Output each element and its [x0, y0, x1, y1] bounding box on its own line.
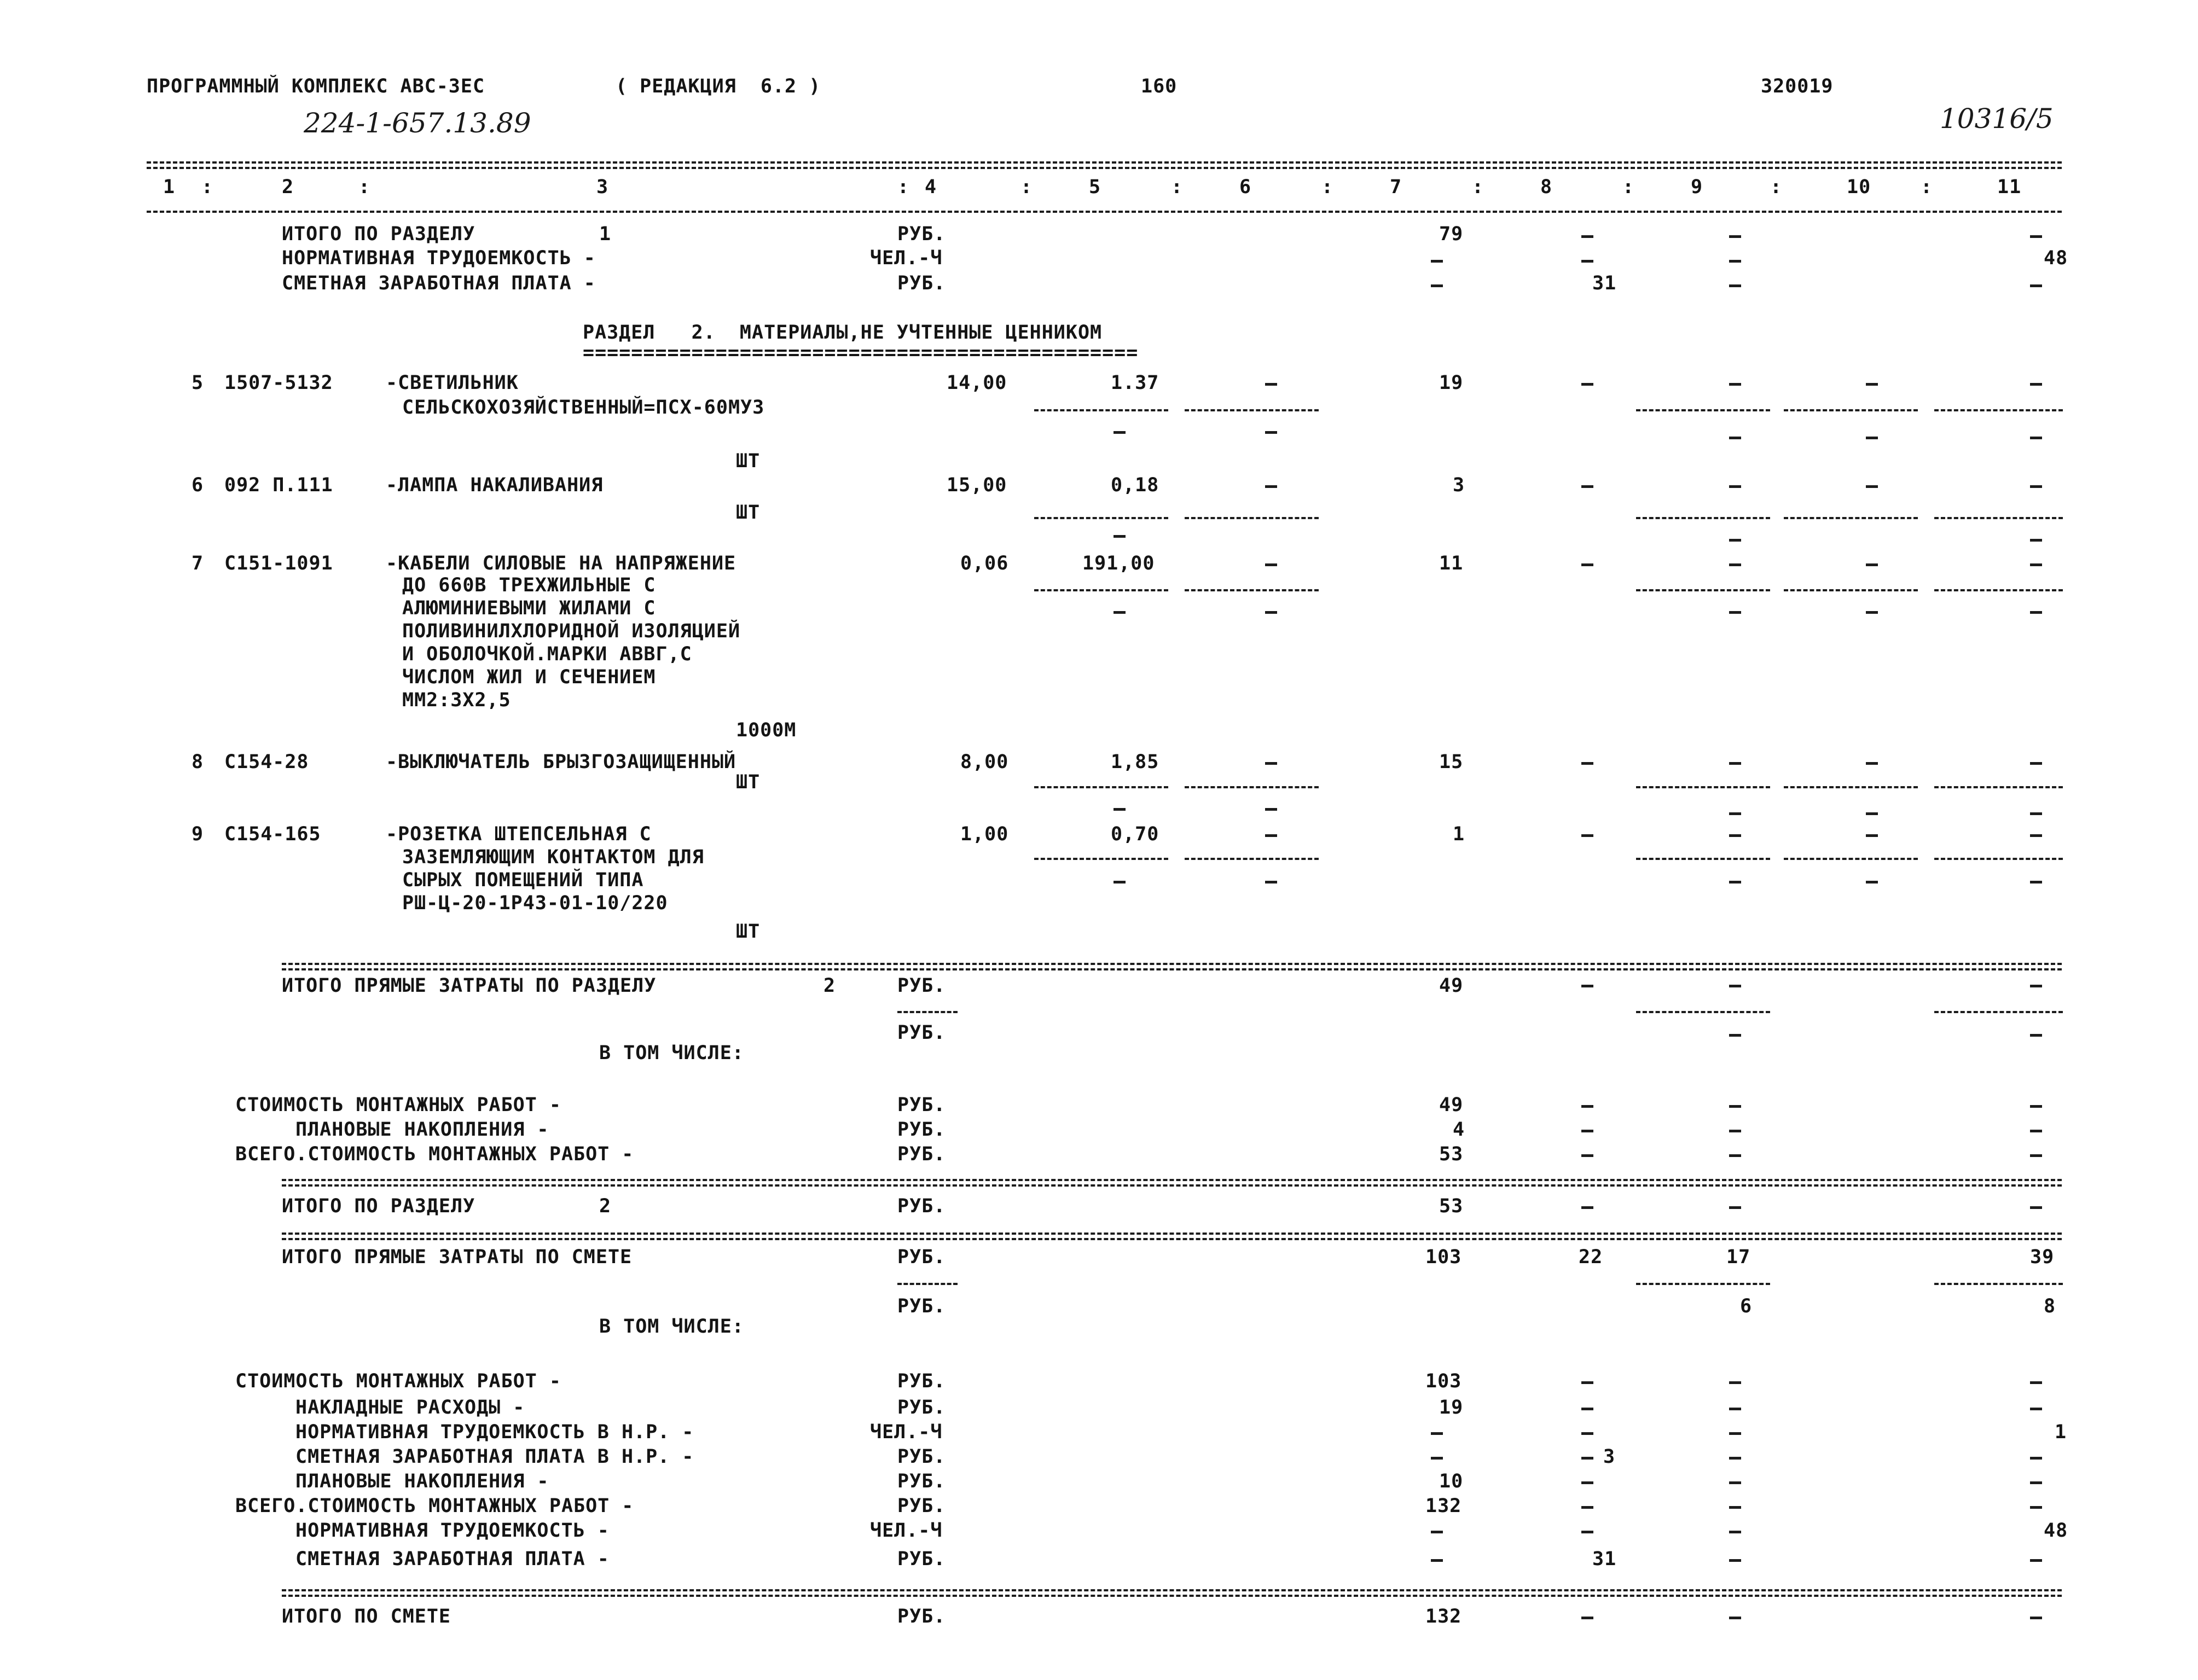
item-number: 5	[192, 372, 204, 394]
s2-mont-unit: РУБ.	[897, 1094, 946, 1116]
est-row-label: СТОИМОСТЬ МОНТАЖНЫХ РАБОТ -	[235, 1370, 561, 1392]
item-quantity: 0,06	[960, 553, 1009, 574]
est-row-unit: РУБ.	[897, 1370, 946, 1392]
item-name: ЧИСЛОМ ЖИЛ И СЕЧЕНИЕМ	[402, 666, 656, 688]
handwritten-document-number: 224-1-657.13.89	[304, 107, 531, 139]
s2-including: В ТОМ ЧИСЛЕ:	[599, 1042, 744, 1064]
item-number: 8	[192, 751, 204, 773]
header-rule-top	[147, 161, 2062, 164]
final-rule	[282, 1589, 2062, 1591]
final-col7: 132	[1425, 1606, 1462, 1627]
section-2-underline: ==============================================	[583, 342, 1139, 364]
item-unit: 1000М	[736, 719, 797, 741]
s2-itogo-label: ИТОГО ПО РАЗДЕЛУ	[282, 1195, 475, 1217]
est-row-label: ПЛАНОВЫЕ НАКОПЛЕНИЯ -	[295, 1470, 549, 1492]
item-quantity: 8,00	[960, 751, 1009, 773]
est-direct-col8: 22	[1579, 1246, 1603, 1268]
final-rule-2	[282, 1595, 2062, 1597]
s2-direct-label: ИТОГО ПРЯМЫЕ ЗАТРАТЫ ПО РАЗДЕЛУ	[282, 975, 657, 997]
est-row-col11: 48	[2044, 1520, 2068, 1542]
item-price: 0,18	[1111, 474, 1159, 496]
est-direct-unit-2: РУБ.	[897, 1295, 946, 1317]
estimate-code: 320019	[1761, 75, 1834, 97]
est-row-unit: ЧЕЛ.-Ч	[870, 1520, 943, 1542]
est-row-col8: 3	[1603, 1446, 1616, 1468]
item-name: -ЛАМПА НАКАЛИВАНИЯ	[386, 474, 604, 496]
item-name: ЗАЗЕМЛЯЮЩИМ КОНТАКТОМ ДЛЯ	[402, 846, 704, 868]
s1-unit-1: РУБ.	[897, 223, 946, 245]
s2-total-col7: 53	[1439, 1143, 1464, 1165]
final-unit: РУБ.	[897, 1606, 946, 1627]
item-number: 9	[192, 823, 204, 845]
est-row-unit: РУБ.	[897, 1548, 946, 1570]
est-row-col7: 132	[1425, 1495, 1462, 1517]
col-5: 5	[1089, 176, 1101, 198]
s1-col11: 48	[2044, 247, 2068, 269]
col-9: 9	[1691, 176, 1703, 198]
s1-label-wages: СМЕТНАЯ ЗАРАБОТНАЯ ПЛАТА -	[282, 272, 596, 294]
item-code: С151-1091	[224, 553, 333, 574]
est-direct-label: ИТОГО ПРЯМЫЕ ЗАТРАТЫ ПО СМЕТЕ	[282, 1246, 633, 1268]
est-direct-col9-b: 6	[1740, 1295, 1753, 1317]
col-6: 6	[1239, 176, 1252, 198]
program-name: ПРОГРАММНЫЙ КОМПЛЕКС АВС-ЗЕС	[147, 75, 485, 97]
item-unit: ШТ	[736, 771, 761, 793]
page-number: 160	[1141, 75, 1178, 97]
est-row-unit: РУБ.	[897, 1495, 946, 1517]
s2-itogo-unit: РУБ.	[897, 1195, 946, 1217]
section-2-total-rule-2	[282, 1184, 2062, 1187]
item-number: 7	[192, 553, 204, 574]
item-name: СЫРЫХ ПОМЕЩЕНИЙ ТИПА	[402, 869, 644, 891]
item-name: -ВЫКЛЮЧАТЕЛЬ БРЫЗГОЗАЩИЩЕННЫЙ	[386, 751, 736, 773]
item-price: 1.37	[1111, 372, 1159, 394]
s1-col7: 79	[1439, 223, 1464, 245]
section-2-total-rule	[282, 1179, 2062, 1181]
est-direct-col11-b: 8	[2044, 1295, 2056, 1317]
col-3: 3	[596, 176, 609, 198]
s2-direct-unit-2: РУБ.	[897, 1022, 946, 1044]
section-2-rule-2	[282, 968, 2062, 970]
est-including: В ТОМ ЧИСЛЕ:	[599, 1316, 744, 1338]
item-price: 1,85	[1111, 751, 1159, 773]
item-name: ДО 660В ТРЕХЖИЛЬНЫЕ С	[402, 574, 656, 596]
col-8: 8	[1540, 176, 1553, 198]
item-unit: ШТ	[736, 502, 761, 524]
item-quantity: 15,00	[947, 474, 1007, 496]
item-code: С154-165	[224, 823, 321, 845]
item-code: 1507-5132	[224, 372, 333, 394]
s2-mont-label: СТОИМОСТЬ МОНТАЖНЫХ РАБОТ -	[235, 1094, 561, 1116]
s2-plan-label: ПЛАНОВЫЕ НАКОПЛЕНИЯ -	[295, 1119, 549, 1141]
s1-unit-3: РУБ.	[897, 272, 946, 294]
item-code: 092 П.111	[224, 474, 333, 496]
item-col7: 11	[1439, 553, 1464, 574]
est-direct-col7: 103	[1425, 1246, 1462, 1268]
est-row-col7: 103	[1425, 1370, 1462, 1392]
est-row-label: НОРМАТИВНАЯ ТРУДОЕМКОСТЬ -	[295, 1520, 610, 1542]
edition: ( РЕДАКЦИЯ 6.2 )	[616, 75, 821, 97]
est-row-label: НОРМАТИВНАЯ ТРУДОЕМКОСТЬ В Н.Р. -	[295, 1421, 694, 1443]
col-10: 10	[1847, 176, 1871, 198]
est-direct-col9: 17	[1726, 1246, 1751, 1268]
header-rule-bottom	[147, 211, 2062, 213]
s1-label-total: ИТОГО ПО РАЗДЕЛУ	[282, 223, 475, 245]
est-row-label: СМЕТНАЯ ЗАРАБОТНАЯ ПЛАТА В Н.Р. -	[295, 1446, 694, 1468]
est-row-unit: РУБ.	[897, 1397, 946, 1419]
section-2-title: РАЗДЕЛ 2. МАТЕРИАЛЫ,НЕ УЧТЕННЫЕ ЦЕННИКОМ	[583, 322, 1103, 344]
s2-mont-col7: 49	[1439, 1094, 1464, 1116]
estimate-rule	[282, 1233, 2062, 1235]
item-col7: 1	[1453, 823, 1465, 845]
s1-col8: 31	[1592, 272, 1617, 294]
est-row-label: СМЕТНАЯ ЗАРАБОТНАЯ ПЛАТА -	[295, 1548, 610, 1570]
s2-total-label: ВСЕГО.СТОИМОСТЬ МОНТАЖНЫХ РАБОТ -	[235, 1143, 634, 1165]
item-unit: ШТ	[736, 450, 761, 472]
item-name: ММ2:3Х2,5	[402, 689, 511, 711]
section-2-rule	[282, 963, 2062, 965]
est-row-unit: РУБ.	[897, 1470, 946, 1492]
s1-section-number: 1	[599, 223, 612, 245]
s2-total-unit: РУБ.	[897, 1143, 946, 1165]
item-name: И ОБОЛОЧКОЙ.МАРКИ АВВГ,С	[402, 643, 692, 665]
item-col7: 3	[1453, 474, 1465, 496]
item-quantity: 1,00	[960, 823, 1009, 845]
item-unit: ШТ	[736, 921, 761, 943]
col-4: 4	[925, 176, 937, 198]
col-7: 7	[1390, 176, 1402, 198]
est-row-col8: 31	[1592, 1548, 1617, 1570]
item-name: -СВЕТИЛЬНИК	[386, 372, 519, 394]
item-name: СЕЛЬСКОХОЗЯЙСТВЕННЫЙ=ПСХ-60МУЗ	[402, 397, 765, 418]
item-name: -КАБЕЛИ СИЛОВЫЕ НА НАПРЯЖЕНИЕ	[386, 553, 736, 574]
estimate-rule-2	[282, 1238, 2062, 1240]
item-code: С154-28	[224, 751, 309, 773]
s2-itogo-number: 2	[599, 1195, 612, 1217]
item-col7: 19	[1439, 372, 1464, 394]
item-col7: 15	[1439, 751, 1464, 773]
est-row-col7: 19	[1439, 1397, 1464, 1419]
final-label: ИТОГО ПО СМЕТЕ	[282, 1606, 451, 1627]
item-name: РШ-Ц-20-1Р43-01-10/220	[402, 892, 668, 914]
s2-direct-number: 2	[823, 975, 836, 997]
est-row-label: ВСЕГО.СТОИМОСТЬ МОНТАЖНЫХ РАБОТ -	[235, 1495, 634, 1517]
s2-direct-col7: 49	[1439, 975, 1464, 997]
s1-label-labour: НОРМАТИВНАЯ ТРУДОЕМКОСТЬ -	[282, 247, 596, 269]
est-row-unit: РУБ.	[897, 1446, 946, 1468]
item-name: -РОЗЕТКА ШТЕПСЕЛЬНАЯ С	[386, 823, 652, 845]
item-price: 0,70	[1111, 823, 1159, 845]
item-quantity: 14,00	[947, 372, 1007, 394]
header-rule-top-2	[147, 167, 2062, 169]
est-direct-col11: 39	[2030, 1246, 2055, 1268]
col-11: 11	[1997, 176, 2022, 198]
est-direct-unit: РУБ.	[897, 1246, 946, 1268]
col-2: 2	[282, 176, 294, 198]
s2-direct-unit: РУБ.	[897, 975, 946, 997]
est-row-col11: 1	[2055, 1421, 2067, 1443]
s2-itogo-col7: 53	[1439, 1195, 1464, 1217]
s2-plan-unit: РУБ.	[897, 1119, 946, 1141]
s2-plan-col7: 4	[1453, 1119, 1465, 1141]
item-name: АЛЮМИНИЕВЫМИ ЖИЛАМИ С	[402, 597, 656, 619]
s1-unit-2: ЧЕЛ.-Ч	[870, 247, 943, 269]
est-row-label: НАКЛАДНЫЕ РАСХОДЫ -	[295, 1397, 525, 1419]
handwritten-archive-number: 10316/5	[1940, 103, 2054, 135]
col-1: 1	[163, 176, 176, 198]
est-row-unit: ЧЕЛ.-Ч	[870, 1421, 943, 1443]
est-row-col7: 10	[1439, 1470, 1464, 1492]
item-name: ПОЛИВИНИЛХЛОРИДНОЙ ИЗОЛЯЦИЕЙ	[402, 620, 741, 642]
item-number: 6	[192, 474, 204, 496]
item-price: 191,00	[1082, 553, 1155, 574]
